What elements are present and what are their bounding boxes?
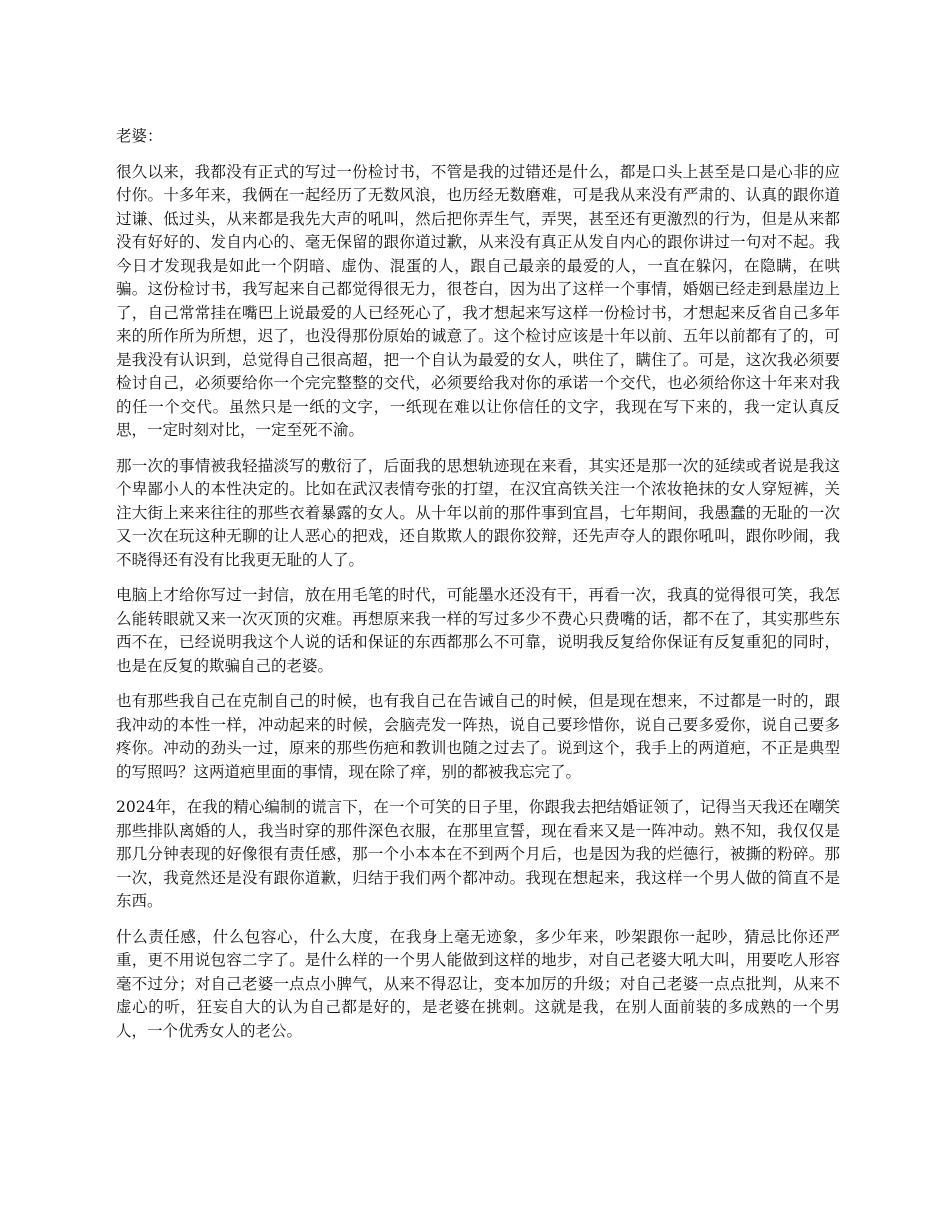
salutation: 老婆： bbox=[116, 127, 163, 145]
paragraph-5: 2024年，在我的精心编制的谎言下，在一个可笑的日子里，你跟我去把结婚证领了，记得当天我还在嘲笑那些排队离婚的人，我当时穿的那件深色衣服，在那里宣誓，现在看来又是一阵冲动。熟不知，我仅仅是那几分钟表现的好像很有责任感，那一个小本本在不到两个月后，也是因为我的烂德行，被撕的粉碎。那一次，我竟然还是没有跟你道歉，归结于我们两个都冲动。我现在想起来，我这样一个男人做的简直不是东西。 bbox=[116, 798, 840, 910]
paragraph-1: 很久以来，我都没有正式的写过一份检讨书，不管是我的过错还是什么，都是口头上甚至是口是心非的应付你。十多年来，我俩在一起经历了无数风浪，也历经无数磨难，可是我从来没有严肃的、认真的跟你道过谦、低过头，从来都是我先大声的吼叫，然后把你弄生气，弄哭，甚至还有更激烈的行为，但是从来都没有好好的、发自内心的、毫无保留的跟你道过歉，从来没有真正从发自内心的跟你讲过一句对不起。我今日才发现我是如此一个阴暗、虚伪、混蛋的人，跟自己最亲的最爱的人，一直在躲闪，在隐瞒，在哄骗。这份检讨书，我写起来自己都觉得很无力，很苍白，因为出了这样一个事情，婚姻已经走到悬崖边上了，自己常常挂在嘴巴上说最爱的人已经死心了，我才想起来写这样一份检讨书，才想起来反省自己多年来的所作所为所想，迟了，也没得那份原始的诚意了。这个检讨应该是十年以前、五年以前都有了的，可是我没有认识到，总觉得自己很高超，把一个自认为最爱的女人，哄住了，瞒住了。可是，这次我必须要检讨自己，必须要给你一个完完整整的交代，必须要给我对你的承诺一个交代，也必须给你这十年来对我的任一个交代。虽然只是一纸的文字，一纸现在难以让你信任的文字，我现在写下来的，我一定认真反思，一定时刻对比，一定至死不渝。 bbox=[116, 162, 840, 439]
paragraph-6: 什么责任感，什么包容心，什么大度，在我身上毫无迹象，多少年来，吵架跟你一起吵，猜忌比你还严重，更不用说包容二字了。是什么样的一个男人能做到这样的地步，对自己老婆大吼大叫，用要吃人形容毫不过分；对自己老婆一点点小脾气，从来不得忍让，变本加厉的升级；对自己老婆一点点批判，从来不虚心的听，狂妄自大的认为自己都是好的，是老婆在挑刺。这就是我，在别人面前装的多成熟的一个男人，一个优秀女人的老公。 bbox=[116, 927, 840, 1040]
paragraph-2: 那一次的事情被我轻描淡写的敷衍了，后面我的思想轨迹现在来看，其实还是那一次的延续或者说是我这个卑鄙小人的本性决定的。比如在武汉表情夸张的打望，在汉宜高铁关注一个浓妆艳抹的女人穿短裤，关注大街上来来往往的那些衣着暴露的女人。从十年以前的那件事到宜昌，七年期间，我愚蠢的无耻的一次又一次在玩这种无聊的让人恶心的把戏，还自欺欺人的跟你狡辩，还先声夺人的跟你吼叫，跟你吵闹，我不晓得还有没有比我更无耻的人了。 bbox=[116, 456, 840, 569]
letter-body bbox=[116, 125, 840, 1055]
paragraph-4: 也有那些我自己在克制自己的时候，也有我自己在告诫自己的时候，但是现在想来，不过都是一时的，跟我冲动的本性一样，冲动起来的时候，会脑壳发一阵热，说自己要珍惜你，说自己要多爱你，说自己要多疼你。冲动的劲头一过，原来的那些伤疤和教训也随之过去了。说到这个，我手上的两道疤，不正是典型的写照吗？这两道疤里面的事情，现在除了痒，别的都被我忘完了。 bbox=[116, 692, 840, 781]
paragraph-3: 电脑上才给你写过一封信，放在用毛笔的时代，可能墨水还没有干，再看一次，我真的觉得很可笑，我怎么能转眼就又来一次灭顶的灾难。再想原来我一样的写过多少不费心只费嘴的话，都不在了，其实那些东西不在，已经说明我这个人说的话和保证的东西都那么不可靠，说明我反复给你保证有反复重犯的同时，也是在反复的欺骗自己的老婆。 bbox=[116, 586, 840, 675]
